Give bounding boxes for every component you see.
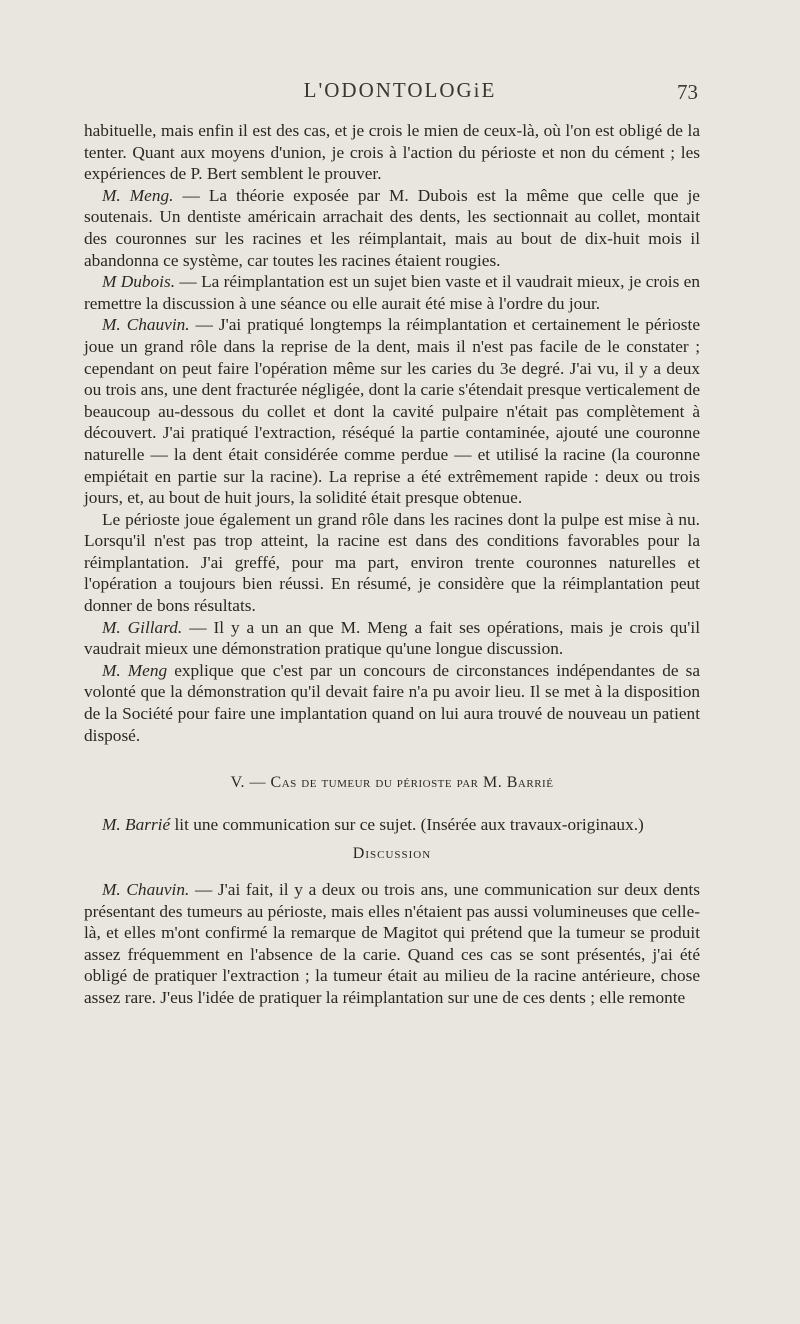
discussion-heading: Discussion bbox=[352, 845, 432, 863]
paragraph bbox=[84, 660, 700, 746]
speaker-name: M. Chauvin. bbox=[102, 880, 190, 899]
section-title: V. — Cas de tumeur du périoste par M. Barrié bbox=[230, 774, 554, 792]
speaker-name: M. Meng. bbox=[102, 185, 174, 205]
paragraph-text: — La réimplantation est un sujet bien vaste et il vaudrait mieux, je crois en remettre la discussion à une séance ou elle aurait été mise à l'ordre du jour. bbox=[84, 272, 700, 313]
speaker-name: M. Meng bbox=[102, 660, 168, 680]
speaker-name: M. Gillard. bbox=[102, 617, 183, 637]
page-header bbox=[0, 78, 800, 108]
paragraph-text: — J'ai pratiqué longtemps la réimplantation et certainement le périoste joue un grand rôle dans la reprise de la dent, mais il n'est pas facile de le constater ; cependant on peut faire l'opération même sur les caries du 3e degré. J'ai vu, il y a deux ou trois ans, une dent fracturée négligée, dont la carie s'étendait presque verticalement de beaucoup au-dessous du collet et dont la cavité pulpaire n'était pas complètement à découvert. J'ai pratiqué l'extraction, réséqué la partie contaminée, ajouté une couronne naturelle — la dent était considérée comme perdue — et utilisé la racine (la couronne empiétait en partie sur la racine). La reprise a été extrêmement rapide : deux ou trois jours, et, au bout de huit jours, la solidité était presque obtenue. bbox=[84, 315, 701, 508]
paragraph bbox=[84, 120, 700, 185]
paragraph bbox=[84, 814, 700, 836]
body-text bbox=[84, 120, 700, 1009]
paragraph bbox=[84, 509, 700, 617]
running-title: L'ODONTOLOGiE bbox=[303, 78, 497, 102]
paragraph-text: — Il y a un an que M. Meng a fait ses opérations, mais je crois qu'il vaudrait mieux une démonstration pratique qu'une longue discussion. bbox=[84, 617, 701, 659]
paragraph bbox=[84, 617, 700, 660]
paragraph bbox=[84, 185, 700, 271]
paragraph bbox=[84, 314, 700, 508]
paragraph bbox=[84, 879, 700, 1009]
paragraph-text: Le périoste joue également un grand rôle dans les racines dont la pulpe est mise à nu. Lorsqu'il n'est pas trop atteint, la racine est dans des conditions favorables pour la réimplantation. J'ai greffé, pour ma part, environ trente couronnes naturelles et l'opération a toujours bien réussi. En résumé, je considère que la réimplantation peut donner de bons résultats. bbox=[84, 509, 700, 616]
speaker-name: M Dubois. bbox=[102, 272, 176, 292]
paragraph-text: — La théorie exposée par M. Dubois est la même que celle que je soutenais. Un dentiste américain arrachait des dents, les sectionnait au collet, montait des couronnes sur les racines et les réimplantait, mais au bout de dix-huit mois il abandonna ce système, car toutes les racines étaient rougies. bbox=[84, 185, 700, 270]
paragraph-text: lit une communication sur ce sujet. (Insérée aux travaux-originaux.) bbox=[170, 814, 644, 834]
paragraph-text: explique que c'est par un concours de circonstances indépendantes de sa volonté que la démonstration qu'il devait faire n'a pu avoir lieu. Il se met à la disposition de la Société pour faire une implantation quand on lui aura trouvé de nouveau un patient disposé. bbox=[84, 660, 700, 745]
paragraph-text: — J'ai fait, il y a deux ou trois ans, une communication sur deux dents présentant des tumeurs au périoste, mais elles n'étaient pas aussi volumineuses que celle-là, et elles m'ont confirmé la remarque de Magitot qui prétend que la tumeur se produit assez fréquemment en l'absence de la carie. Quand ces cas se sont présentés, j'ai été obligé de pratiquer l'extraction ; la tumeur était au milieu de la racine antérieure, chose assez rare. J'eus l'idée de pratiquer la réimplantation sur une de ces dents ; elle remonte bbox=[84, 880, 700, 1007]
page-number: 73 bbox=[677, 80, 698, 104]
speaker-name: M. Chauvin. bbox=[102, 315, 190, 335]
speaker-name: M. Barrié bbox=[102, 814, 171, 834]
paragraph bbox=[84, 271, 700, 314]
paragraph-text: habituelle, mais enfin il est des cas, et je crois le mien de ceux-là, où l'on est obligé de la tenter. Quant aux moyens d'union, je crois à l'action du périoste et non du cément ; les expériences de P. Bert semblent le prouver. bbox=[84, 121, 700, 184]
